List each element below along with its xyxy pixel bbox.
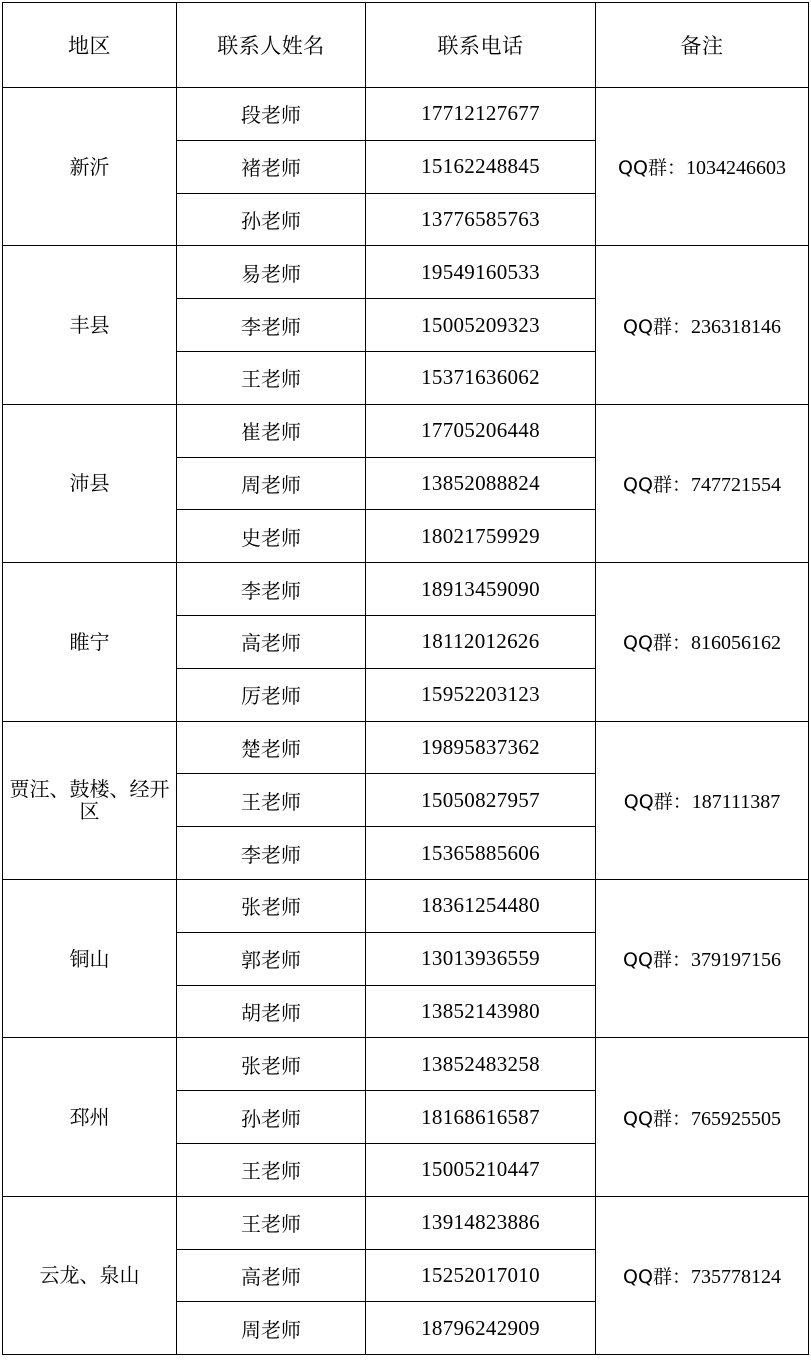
table-row [3, 1038, 809, 1091]
table-header [3, 3, 809, 88]
contact-phone-cell: 15365885606 [366, 827, 596, 880]
contact-phone-cell: 17712127677 [366, 88, 596, 141]
contact-phone-cell: 15005210447 [366, 1143, 596, 1196]
region-cell: 沛县 [3, 404, 177, 562]
region-cell: 丰县 [3, 246, 177, 404]
table-row [3, 563, 809, 616]
contact-name-cell: 张老师 [177, 879, 366, 932]
contact-name-cell: 周老师 [177, 457, 366, 510]
contact-name-cell: 褚老师 [177, 140, 366, 193]
contact-name-cell: 孙老师 [177, 1091, 366, 1144]
qq-group-number: 379197156 [690, 949, 781, 972]
contact-name-cell: 李老师 [177, 827, 366, 880]
table-row [3, 721, 809, 774]
contact-phone-cell: 13776585763 [366, 193, 596, 246]
contact-phone-cell: 18913459090 [366, 563, 596, 616]
qq-group-cell [596, 1196, 809, 1354]
contact-phone-cell: 15005209323 [366, 299, 596, 352]
qq-group-number: 735778124 [690, 1265, 781, 1288]
contact-name-cell: 高老师 [177, 615, 366, 668]
qq-group-label: QQ群： [623, 473, 691, 496]
contact-name-cell: 王老师 [177, 774, 366, 827]
header-note: 备注 [596, 3, 809, 88]
contact-name-cell: 易老师 [177, 246, 366, 299]
contact-phone-cell: 15252017010 [366, 1249, 596, 1302]
contact-name-cell: 郭老师 [177, 932, 366, 985]
header-region: 地区 [3, 3, 177, 88]
contact-name-cell: 李老师 [177, 563, 366, 616]
contact-phone-cell: 19895837362 [366, 721, 596, 774]
contact-phone-cell: 13852143980 [366, 985, 596, 1038]
table-row [3, 246, 809, 299]
contact-phone-cell: 13013936559 [366, 932, 596, 985]
header-row [3, 3, 809, 88]
qq-group-cell [596, 404, 809, 562]
contact-name-cell: 周老师 [177, 1302, 366, 1355]
contact-phone-cell: 15162248845 [366, 140, 596, 193]
region-cell: 邳州 [3, 1038, 177, 1196]
qq-group-number: 747721554 [690, 473, 781, 496]
contact-name-cell: 王老师 [177, 1143, 366, 1196]
contact-name-cell: 李老师 [177, 299, 366, 352]
contacts-table [2, 2, 809, 1355]
contact-phone-cell: 18021759929 [366, 510, 596, 563]
contact-name-cell: 王老师 [177, 351, 366, 404]
region-cell: 睢宁 [3, 563, 177, 721]
qq-group-label: QQ群： [618, 157, 686, 180]
table-row [3, 1196, 809, 1249]
contact-name-cell: 史老师 [177, 510, 366, 563]
qq-group-label: QQ群： [623, 632, 691, 655]
qq-group-label: QQ群： [623, 315, 691, 338]
qq-group-number: 1034246603 [685, 157, 786, 180]
contact-name-cell: 胡老师 [177, 985, 366, 1038]
table-body [3, 88, 809, 1355]
contact-phone-cell: 18168616587 [366, 1091, 596, 1144]
qq-group-cell [596, 721, 809, 879]
qq-group-number: 816056162 [690, 632, 781, 655]
qq-group-cell [596, 1038, 809, 1196]
contact-name-cell: 崔老师 [177, 404, 366, 457]
qq-group-number: 765925505 [690, 1107, 781, 1130]
table-row [3, 88, 809, 141]
qq-group-label: QQ群： [623, 949, 691, 972]
contact-phone-cell: 17705206448 [366, 404, 596, 457]
region-cell: 新沂 [3, 88, 177, 246]
table-row [3, 404, 809, 457]
region-cell: 云龙、泉山 [3, 1196, 177, 1354]
table-row [3, 879, 809, 932]
contact-phone-cell: 15952203123 [366, 668, 596, 721]
contact-name-cell: 孙老师 [177, 193, 366, 246]
contact-name-cell: 段老师 [177, 88, 366, 141]
contact-name-cell: 张老师 [177, 1038, 366, 1091]
qq-group-cell [596, 88, 809, 246]
contact-name-cell: 王老师 [177, 1196, 366, 1249]
contact-name-cell: 高老师 [177, 1249, 366, 1302]
contact-phone-cell: 13852483258 [366, 1038, 596, 1091]
qq-group-label: QQ群： [623, 790, 692, 813]
contact-phone-cell: 13914823886 [366, 1196, 596, 1249]
contact-phone-cell: 13852088824 [366, 457, 596, 510]
region-cell: 贾汪、鼓楼、经开区 [3, 721, 177, 879]
region-cell: 铜山 [3, 879, 177, 1037]
contact-name-cell: 楚老师 [177, 721, 366, 774]
contact-phone-cell: 18361254480 [366, 879, 596, 932]
qq-group-number: 187111387 [691, 790, 781, 813]
header-name: 联系人姓名 [177, 3, 366, 88]
qq-group-label: QQ群： [623, 1265, 691, 1288]
header-phone: 联系电话 [366, 3, 596, 88]
qq-group-cell [596, 563, 809, 721]
qq-group-label: QQ群： [623, 1107, 691, 1130]
qq-group-cell [596, 246, 809, 404]
contact-phone-cell: 15050827957 [366, 774, 596, 827]
contact-phone-cell: 19549160533 [366, 246, 596, 299]
qq-group-cell [596, 879, 809, 1037]
contact-name-cell: 厉老师 [177, 668, 366, 721]
contact-phone-cell: 18112012626 [366, 615, 596, 668]
qq-group-number: 236318146 [690, 315, 781, 338]
contact-phone-cell: 18796242909 [366, 1302, 596, 1355]
contact-phone-cell: 15371636062 [366, 351, 596, 404]
